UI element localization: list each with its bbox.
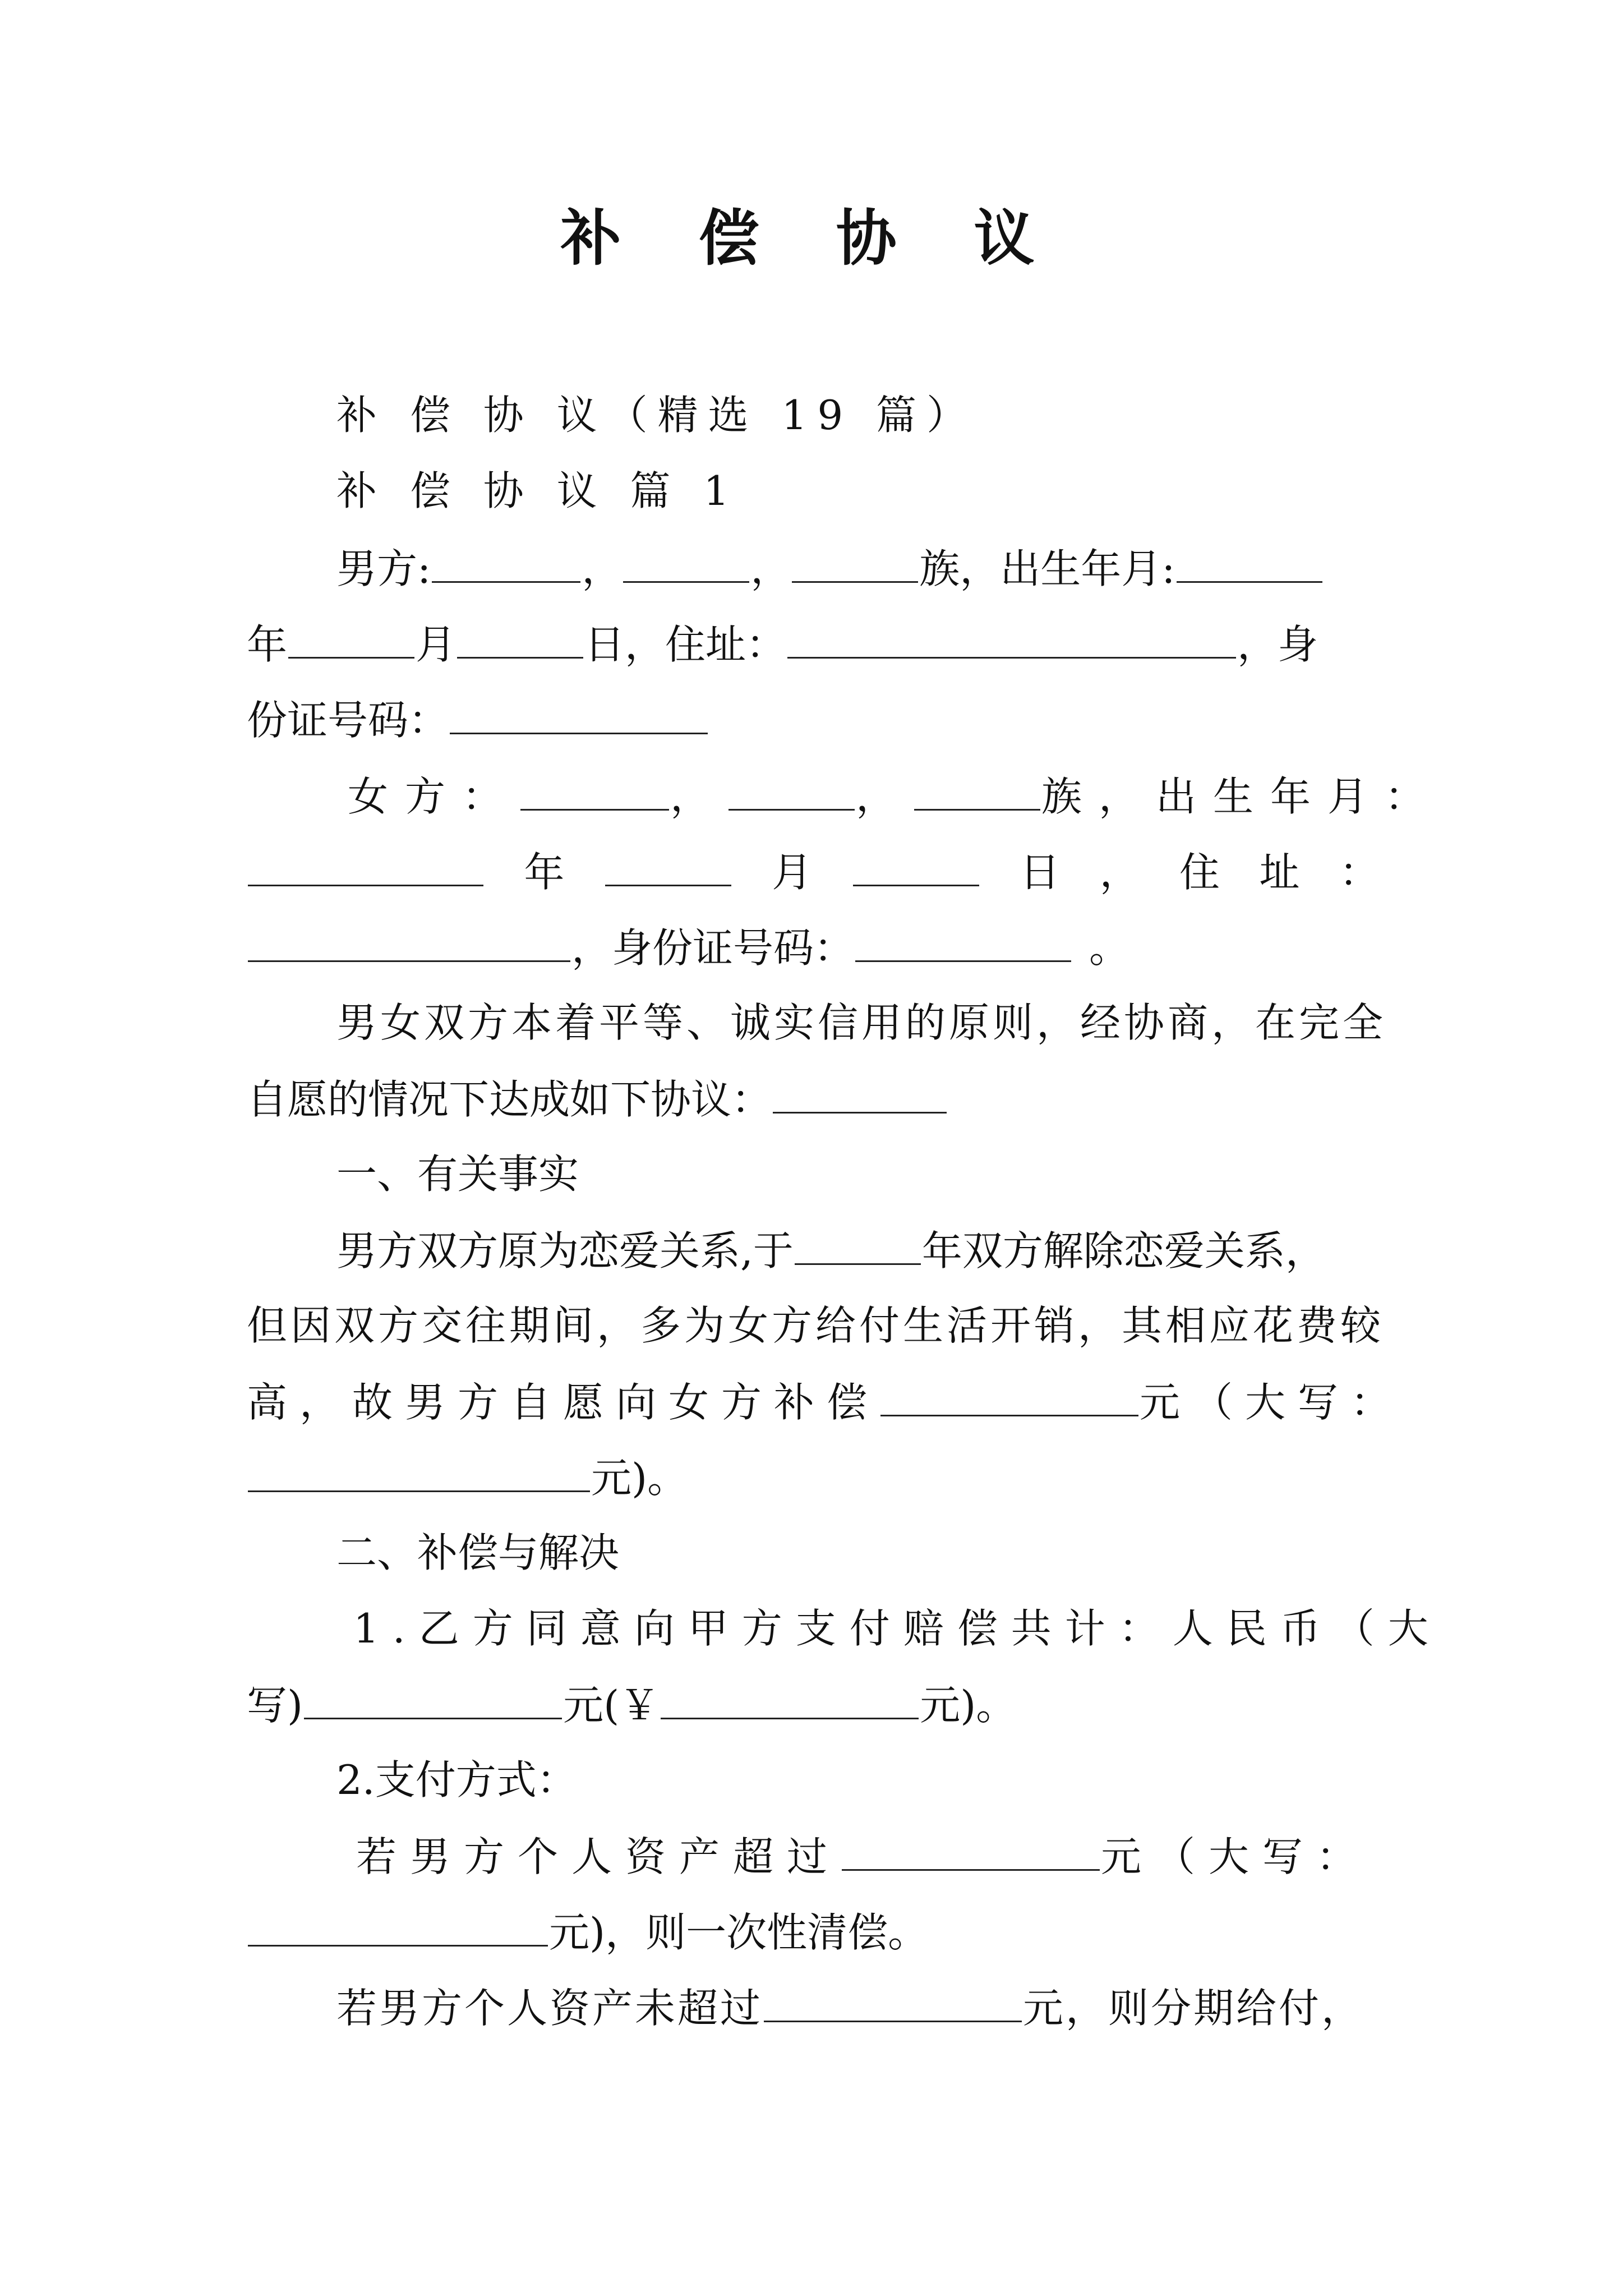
blank-field (764, 1979, 1022, 2022)
blank-field (605, 843, 731, 886)
comma: ， (670, 773, 728, 820)
section-heading-1: 补 偿 协 议 篇 1 (336, 467, 740, 514)
comma: ， (750, 545, 791, 592)
female-info-line-2 (247, 843, 1380, 899)
address-label-char: 住 (1179, 849, 1220, 896)
blank-field (853, 843, 979, 886)
payment-text: 元（大写： (1101, 1833, 1371, 1880)
facts-line-4 (247, 1449, 688, 1505)
compensation-text: 写) (247, 1682, 303, 1729)
blank-field (792, 540, 918, 583)
blank-field (248, 919, 570, 962)
intro-text: 自愿的情况下达成如下协议： (247, 1076, 772, 1123)
ethnicity-birth-label: 族，出生年月: (919, 545, 1175, 592)
female-info-line-1 (348, 767, 1442, 823)
facts-text: 元)。 (591, 1455, 688, 1502)
payment-line-3 (336, 1979, 1364, 2035)
section-compensation-heading: 二、补偿与解决 (336, 1529, 620, 1576)
compensation-text: 元(￥ (563, 1682, 660, 1729)
blank-field (432, 540, 580, 583)
male-info-line-2 (247, 615, 1380, 671)
colon: ： (1339, 849, 1380, 896)
facts-text: 高，故男方自愿向女方补偿 (247, 1379, 880, 1426)
facts-line-3 (247, 1373, 1404, 1429)
compensation-line-2 (247, 1676, 1016, 1732)
ethnicity-birth-label: 族，出生年月： (1041, 773, 1442, 820)
male-info-line-3 (247, 691, 709, 747)
blank-field (450, 691, 708, 734)
blank-field (1177, 540, 1322, 583)
blank-field (661, 1676, 919, 1719)
facts-text: 男方双方原为恋爱关系,于 (336, 1227, 794, 1274)
blank-field (248, 1903, 548, 1947)
female-label: 女方： (348, 773, 520, 820)
facts-text: 年双方解除恋爱关系， (921, 1227, 1326, 1274)
subtitle-line: 补 偿 协 议（精选 19 篇） (336, 392, 978, 439)
id-label-start: ，身 (1237, 621, 1318, 668)
payment-text: 若男方个人资产未超过 (336, 1985, 763, 2032)
day-label: 日 (1020, 849, 1061, 896)
comma: ， (856, 773, 914, 820)
blank-field (855, 919, 1071, 962)
payment-text: 若男方个人资产超过 (356, 1833, 841, 1880)
blank-field (880, 1373, 1138, 1416)
blank-field (248, 843, 483, 886)
facts-line-2: 但因双方交往期间，多为女方给付生活开销，其相应花费较 (247, 1302, 1385, 1349)
paragraph-intro-cont (247, 1070, 948, 1126)
month-label: 月 (416, 621, 457, 668)
id-label: ，身份证号码： (571, 924, 855, 972)
facts-text: 元（大写： (1140, 1379, 1404, 1426)
payment-method-heading: 2.支付方式： (336, 1756, 577, 1803)
blank-field (787, 615, 1236, 659)
year-label: 年 (524, 849, 565, 896)
month-label: 月 (772, 849, 813, 896)
blank-field (520, 767, 669, 811)
payment-text: 元，则分期给付， (1023, 1985, 1364, 2032)
female-info-line-3 (247, 919, 1129, 975)
comma: ， (582, 545, 623, 592)
blank-field (773, 1070, 947, 1114)
facts-line-1 (336, 1222, 1326, 1278)
payment-text: 元)，则一次性清偿。 (549, 1909, 929, 1956)
document-title: 补 偿 协 议 (560, 203, 1063, 274)
payment-line-1 (356, 1828, 1380, 1884)
compensation-text: 元)。 (920, 1682, 1017, 1729)
blank-field (795, 1222, 921, 1265)
blank-field (304, 1676, 562, 1719)
male-label: 男方: (336, 545, 431, 592)
blank-field (728, 767, 855, 811)
blank-field (457, 615, 583, 659)
blank-field (842, 1828, 1100, 1871)
id-label: 份证号码： (247, 697, 449, 744)
blank-field (288, 615, 414, 659)
paragraph-intro: 男女双方本着平等、诚实信用的原则，经协商，在完全 (336, 999, 1387, 1046)
male-info-line-1 (336, 540, 1378, 596)
compensation-line-1: 1.乙方同意向甲方支付赔偿共计：人民币（大 (353, 1605, 1442, 1652)
year-label: 年 (247, 621, 288, 668)
comma: ， (1099, 849, 1140, 896)
period: 。 (1089, 924, 1130, 972)
blank-field (914, 767, 1040, 811)
day-address-label: 日，住址： (584, 621, 787, 668)
blank-field (623, 540, 749, 583)
blank-field (248, 1449, 590, 1492)
address-label-char: 址 (1259, 849, 1300, 896)
section-facts-heading: 一、有关事实 (336, 1151, 579, 1198)
payment-line-2 (247, 1903, 928, 1959)
